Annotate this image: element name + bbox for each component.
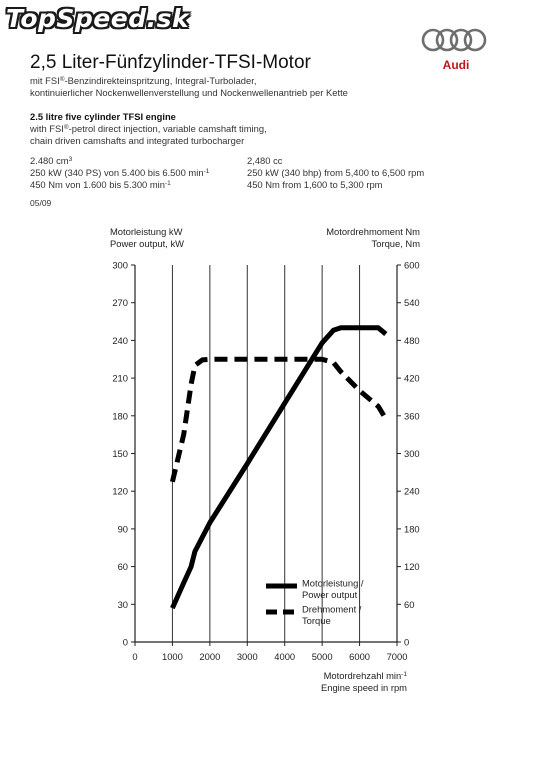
left-axis-label-en: Power output, kW [110,238,184,249]
spec-en-displacement: 2,480 cc [247,155,283,166]
spec-de-power: 250 kW (340 PS) von 5.400 bis 6.500 min [30,167,204,178]
y-left-tick-label: 120 [112,485,128,497]
y-left-tick-label: 240 [112,334,128,346]
y-right-tick-label: 120 [404,561,420,573]
y-right-tick-label: 240 [404,485,420,497]
x-tick-label: 2000 [199,651,221,662]
x-tick-label: 7000 [386,651,408,662]
right-axis-label-de: Motordrehmoment Nm [326,226,420,237]
watermark-logo: TopSpeed.sk [6,4,190,33]
spec-en-power: 250 kW (340 bhp) from 5,400 to 6,500 rpm [247,167,425,178]
de-line2: kontinuierlicher Nockenwellenverstellung und Nockenwellenantrieb per Kette [30,87,348,98]
x-axis-label-sup: -1 [401,671,407,678]
y-right-tick-label: 600 [404,259,420,271]
en-line2: chain driven camshafts and integrated turbocharger [30,135,245,146]
y-left-tick-label: 0 [122,636,128,648]
spec-de-torque: 450 Nm von 1.600 bis 5.300 min [30,179,165,190]
spec-en-torque: 450 Nm from 1,600 to 5,300 rpm [247,179,383,190]
x-axis-label-de: Motordrehzahl min [323,670,402,681]
y-left-tick-label: 150 [112,448,128,459]
de-line1-post: -Benzindirekteinspritzung, Integral-Turbolader, [64,75,257,86]
brand-name: Audi [442,58,470,72]
legend-torque-label-de: Drehmoment / [302,603,362,615]
page-title: 2,5 Liter-Fünfzylinder-TFSI-Motor [30,52,311,73]
legend-power-label-de: Motorleistung / [302,577,364,589]
en-title: 2.5 litre five cylinder TFSI engine [30,111,176,122]
y-right-tick-label: 60 [404,598,415,610]
y-right-tick-label: 300 [404,448,420,459]
y-left-tick-label: 30 [117,598,128,610]
en-line1-post: -petrol direct injection, variable camshaft timing, [68,123,267,134]
en-line1-sup: ® [63,124,69,131]
y-right-tick-label: 0 [404,636,410,648]
left-axis-label-de: Motorleistung kW [110,226,183,237]
y-right-tick-label: 180 [404,523,420,535]
x-tick-label: 1000 [161,651,183,662]
y-left-tick-label: 90 [117,523,128,535]
legend-power-label-en: Power output [302,589,358,600]
y-right-tick-label: 420 [404,372,420,384]
x-tick-label: 4000 [274,651,296,662]
y-left-tick-label: 180 [112,410,128,422]
y-left-tick-label: 270 [112,297,128,309]
torque-line [172,359,385,482]
y-left-tick-label: 300 [112,259,128,271]
spec-de-displacement: 2.480 cm [30,155,69,166]
x-axis-label-en: Engine speed in rpm [321,682,407,693]
y-left-tick-label: 60 [117,561,128,573]
x-tick-label: 3000 [236,651,258,662]
x-tick-label: 5000 [311,651,333,662]
legend-torque-label-en: Torque [302,615,331,626]
y-right-tick-label: 540 [404,297,420,309]
document-date: 05/09 [30,198,52,208]
spec-de-power-sup: -1 [203,168,210,175]
y-right-tick-label: 360 [404,410,420,422]
power-output-line [172,328,385,608]
de-line1-pre: mit FSI [30,75,60,86]
right-axis-label-en: Torque, Nm [371,238,420,249]
spec-de-torque-sup: -1 [164,180,171,187]
y-left-tick-label: 210 [112,372,128,384]
en-line1-pre: with FSI [30,123,64,134]
y-right-tick-label: 480 [404,334,420,346]
spec-de-displacement-sup: 3 [68,156,73,163]
x-tick-label: 0 [132,651,138,662]
de-line1-sup: ® [59,76,65,83]
x-tick-label: 6000 [349,651,371,662]
